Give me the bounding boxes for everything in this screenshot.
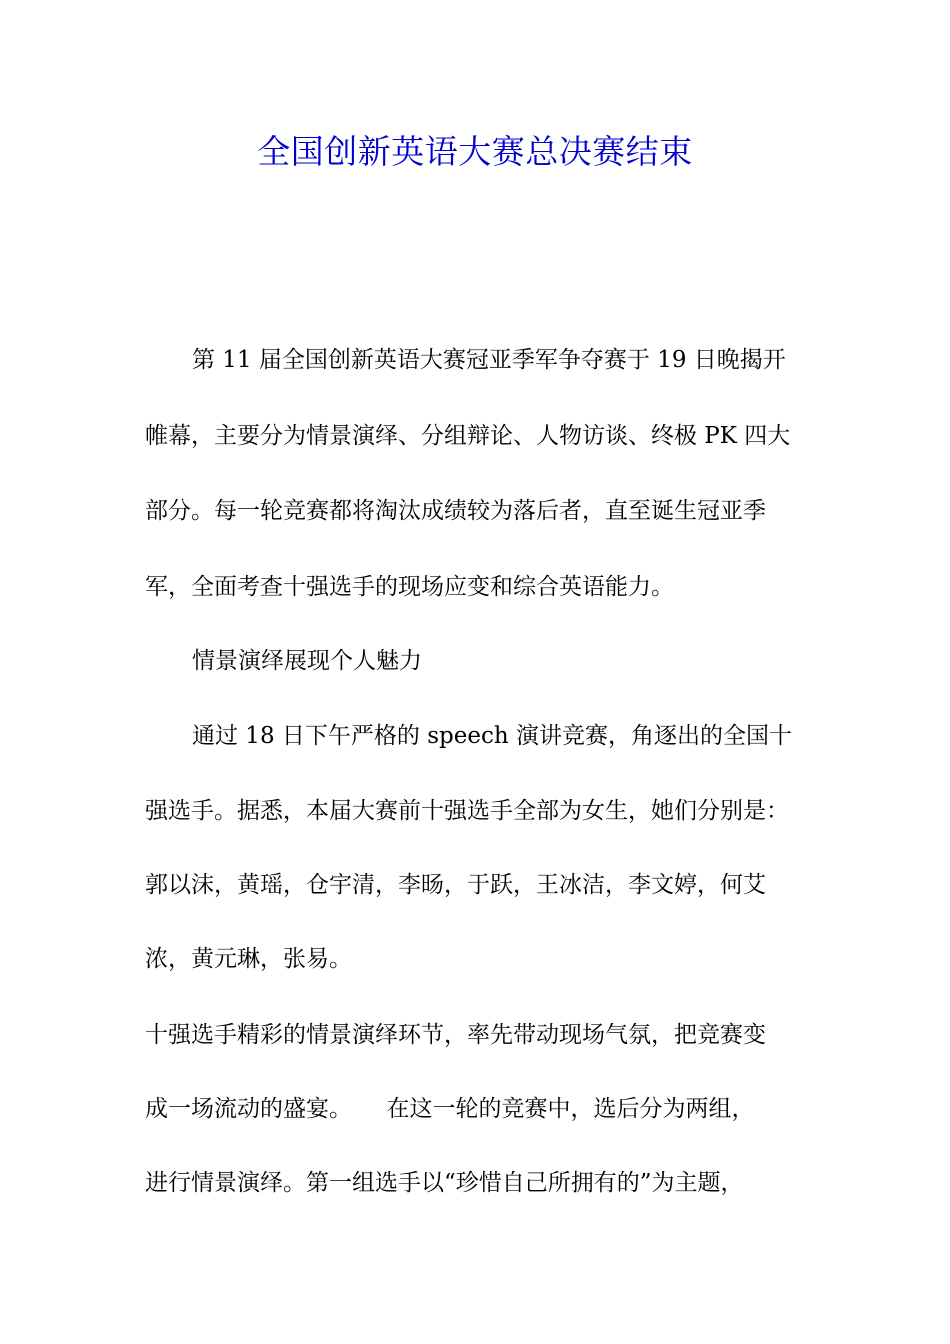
paragraph-line: 浓，黄元琳，张易。 (145, 946, 352, 972)
paragraph-line: 郭以沫，黄瑶，仓宇清，李旸，于跃，王冰洁，李文婷，何艾 (145, 872, 766, 898)
document-title: 全国创新英语大赛总决赛结束 (257, 132, 693, 171)
paragraph-line: 部分。每一轮竞赛都将淘汰成绩较为落后者，直至诞生冠亚季 (145, 498, 766, 524)
paragraph-line: 军，全面考查十强选手的现场应变和综合英语能力。 (145, 574, 674, 600)
paragraph-line: 进行情景演绎。第一组选手以“珍惜自己所拥有的”为主题， (145, 1170, 744, 1196)
paragraph-line: 强选手。据悉，本届大赛前十强选手全部为女生，她们分别是： (145, 798, 789, 824)
paragraph-line: 帷幕，主要分为情景演绎、分组辩论、人物访谈、终极 PK 四大 (145, 423, 791, 449)
paragraph-line: 十强选手精彩的情景演绎环节，率先带动现场气氛，把竞赛变 (145, 1022, 766, 1048)
paragraph-line: 成一场流动的盛宴。 在这一轮的竞赛中，选后分为两组， (145, 1096, 755, 1122)
section-heading: 情景演绎展现个人魅力 (192, 648, 422, 674)
paragraph-line: 第 11 届全国创新英语大赛冠亚季军争夺赛于 19 日晚揭开 (192, 347, 786, 373)
paragraph-line: 通过 18 日下午严格的 speech 演讲竞赛，角逐出的全国十 (192, 723, 792, 749)
